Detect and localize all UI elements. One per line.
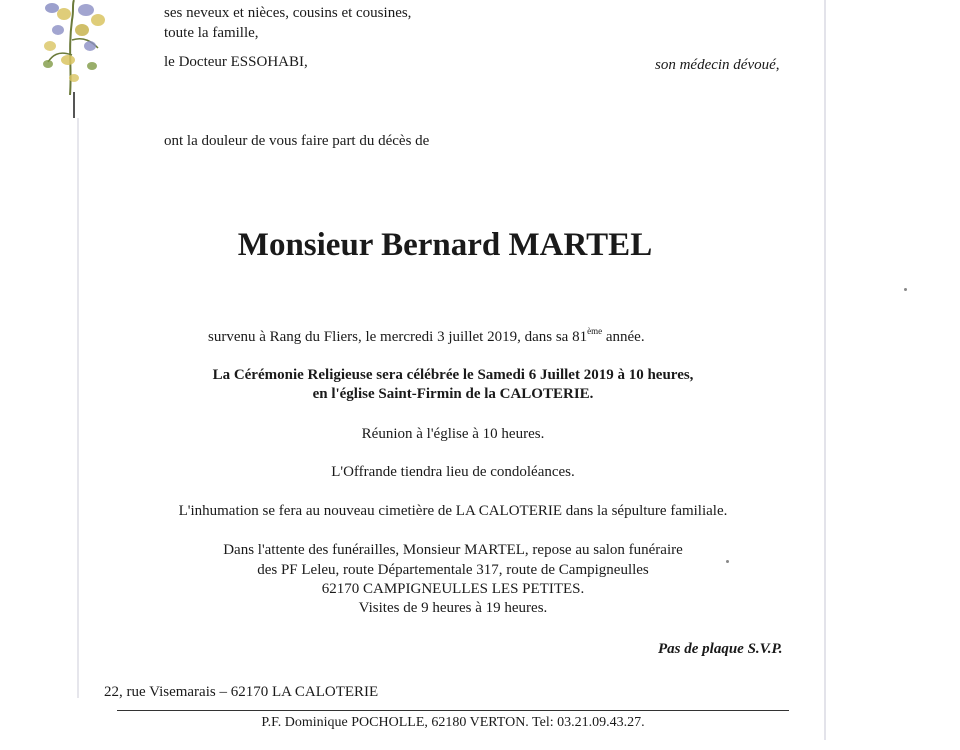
visiting-hours: Visites de 9 heures à 19 heures. [358,600,548,616]
flower-decoration [28,0,118,95]
announcement-text: ont la douleur de vous faire part du décès de [164,133,430,149]
ceremony-line-2: en l'église Saint-Firmin de la CALOTERIE. [312,386,594,402]
doctor-role: son médecin dévoué, [655,57,780,73]
footer-divider [117,710,789,711]
offering-note: L'Offrande tiendra lieu de condoléances. [331,464,575,480]
church-meeting: Réunion à l'église à 10 heures. [361,426,545,442]
funeral-director-footer: P.F. Dominique POCHOLLE, 62180 VERTON. Tel: 03.21.09.43.27. [261,715,645,730]
burial-details: L'inhumation se fera au nouveau cimetière de LA CALOTERIE dans la sépulture familiale. [178,503,728,519]
no-plaque-note: Pas de plaque S.V.P. [658,641,783,657]
death-details [208,328,645,346]
family-line-1: ses neveux et nièces, cousins et cousines, [164,5,412,21]
fold-mark [73,92,75,118]
scan-speck [726,560,729,563]
funeral-home-line-3: 62170 CAMPIGNEULLES LES PETITES. [321,581,585,597]
family-address: 22, rue Visemarais – 62170 LA CALOTERIE [104,684,379,700]
ceremony-line-1: La Cérémonie Religieuse sera célébrée le Samedi 6 Juillet 2019 à 10 heures, [212,367,694,383]
deceased-name: Monsieur Bernard MARTEL [237,227,653,263]
death-details-main: survenu à Rang du Fliers, le mercredi 3 juillet 2019, dans sa 81 [208,329,588,345]
death-details-end: année. [602,329,645,345]
funeral-home-line-2: des PF Leleu, route Départementale 317, route de Campigneulles [257,562,649,578]
funeral-home-line-1: Dans l'attente des funérailles, Monsieur MARTEL, repose au salon funéraire [223,542,683,558]
death-details-superscript: ème [587,326,603,336]
scan-speck [904,288,907,291]
doctor-name: le Docteur ESSOHABI, [164,54,308,70]
family-line-2: toute la famille, [164,25,259,41]
